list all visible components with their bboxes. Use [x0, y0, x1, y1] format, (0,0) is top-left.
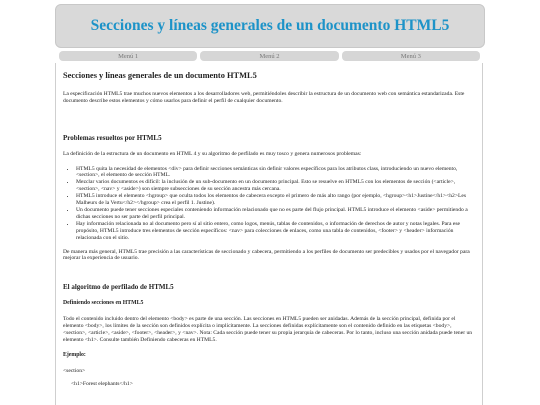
- section-heading-problems: Problemas resueltos por HTML5: [63, 133, 162, 142]
- problems-list: [63, 166, 476, 242]
- spacer: [63, 270, 476, 284]
- list-item: • HTML5 introduce el elemento <hgroup> que oculta todos los elementos de cabecera excepto el primero de más alto rango (por ejemplo, <hgroup><h1>Justine</h1><h2>Les Malheurs de la Vertu</h2></hgroup> crea el perfil 1. Justine).: [76, 193, 476, 207]
- code-line-1: <section>: [63, 367, 86, 374]
- algorithm-paragraph: Todo el contenido incluido dentro del elemento <body> es parte de una sección. Las secciones en HTML5 pueden ser anidadas. Además de la sección principal, definida por el elemento <body>, los límites de la sección son definidos explícita o implícitamente. La secciones definidas explícitamente son el contenido definido en las etiquetas <body>, <section>, <article>, <aside>, <footer>, <header>, y <nav>. Nota: Cada sección puede tener su propia jerarquía de cabeceras. Por lo tanto, incluso una sección anidada puede tener un elemento <h1>. Consulte también Definiendo cabeceras en HTML5.: [63, 316, 473, 343]
- banner-title: Secciones y líneas generales de un documento HTML5: [90, 17, 450, 34]
- subheading-defining-sections: Definiendo secciones en HTML5: [63, 300, 144, 307]
- code-line-2: <h1>Forest elephants</h1>: [71, 380, 133, 387]
- menu-item-3[interactable]: Menú 3: [342, 51, 480, 61]
- spacer: [63, 113, 476, 135]
- intro-paragraph: La especificación HTML5 trae muchos nuevos elementos a los desarrolladores web, permitiéndoles describir la estructura de un documento web con semántica estandarizada. Este documento describe estos elementos y cómo usarlos para definir el perfil de cualquier documento.: [63, 90, 465, 104]
- menu-item-1[interactable]: Menú 1: [59, 51, 197, 61]
- article-content: [55, 63, 483, 405]
- example-label: Ejemplo:: [63, 351, 86, 358]
- list-item: • Un documento puede tener secciones especiales conteniendo información relacionado que no es parte del flujo principal. HTML5 introduce el elemento <aside> permitiendo a dichas secciones no ser parte del perfil principal.: [76, 207, 476, 221]
- list-item: • HTML5 quita la necesidad de elementos <div> para definir secciones semánticas sin definir valores específicos para los atributos class, introduciendo un nuevo elemento, <section>, el elemento de sección HTML.: [76, 166, 476, 180]
- article-title: Secciones y líneas generales de un documento HTML5: [63, 71, 257, 80]
- problems-lead: La definición de la estructura de un documento en HTML 4 y su algoritmo de perfilado es muy tosco y genera numerosos problemas:: [63, 150, 362, 157]
- section-heading-algorithm: El algoritmo de perfilado de HTML5: [63, 283, 174, 292]
- menu-item-2[interactable]: Menú 2: [200, 51, 338, 61]
- list-item: • Hay información relacionada no al documento pero sí al sitio entero, como logos, menús, tablas de contenidos, o información de derechos de autor y notas legales. Para ese propósito, HTML5 introduce tres elementos de sección específicos: <nav> para colecciones de enlaces, como una tabla de contenidos, <footer> y <header> información relacionada con el sitio.: [76, 221, 476, 242]
- list-item: • Mezclar varios documentos es difícil: la inclusión de un sub-documento en un documento principal. Esto se resuelve en HTML5 con los elementos de sección (<article>, <section>, <nav> y <aside>) son siempre subsecciones de su sección ancestra más cercana.: [76, 179, 476, 193]
- site-banner: [55, 4, 485, 48]
- problems-closing: De manera más general, HTML5 trae precisión a las características de seccionado y cabecera, permitiendo a los perfiles de documento ser predecibles y usados por el navegador para mejorar la experiencia de usuario.: [63, 248, 470, 262]
- main-menu: [59, 51, 480, 61]
